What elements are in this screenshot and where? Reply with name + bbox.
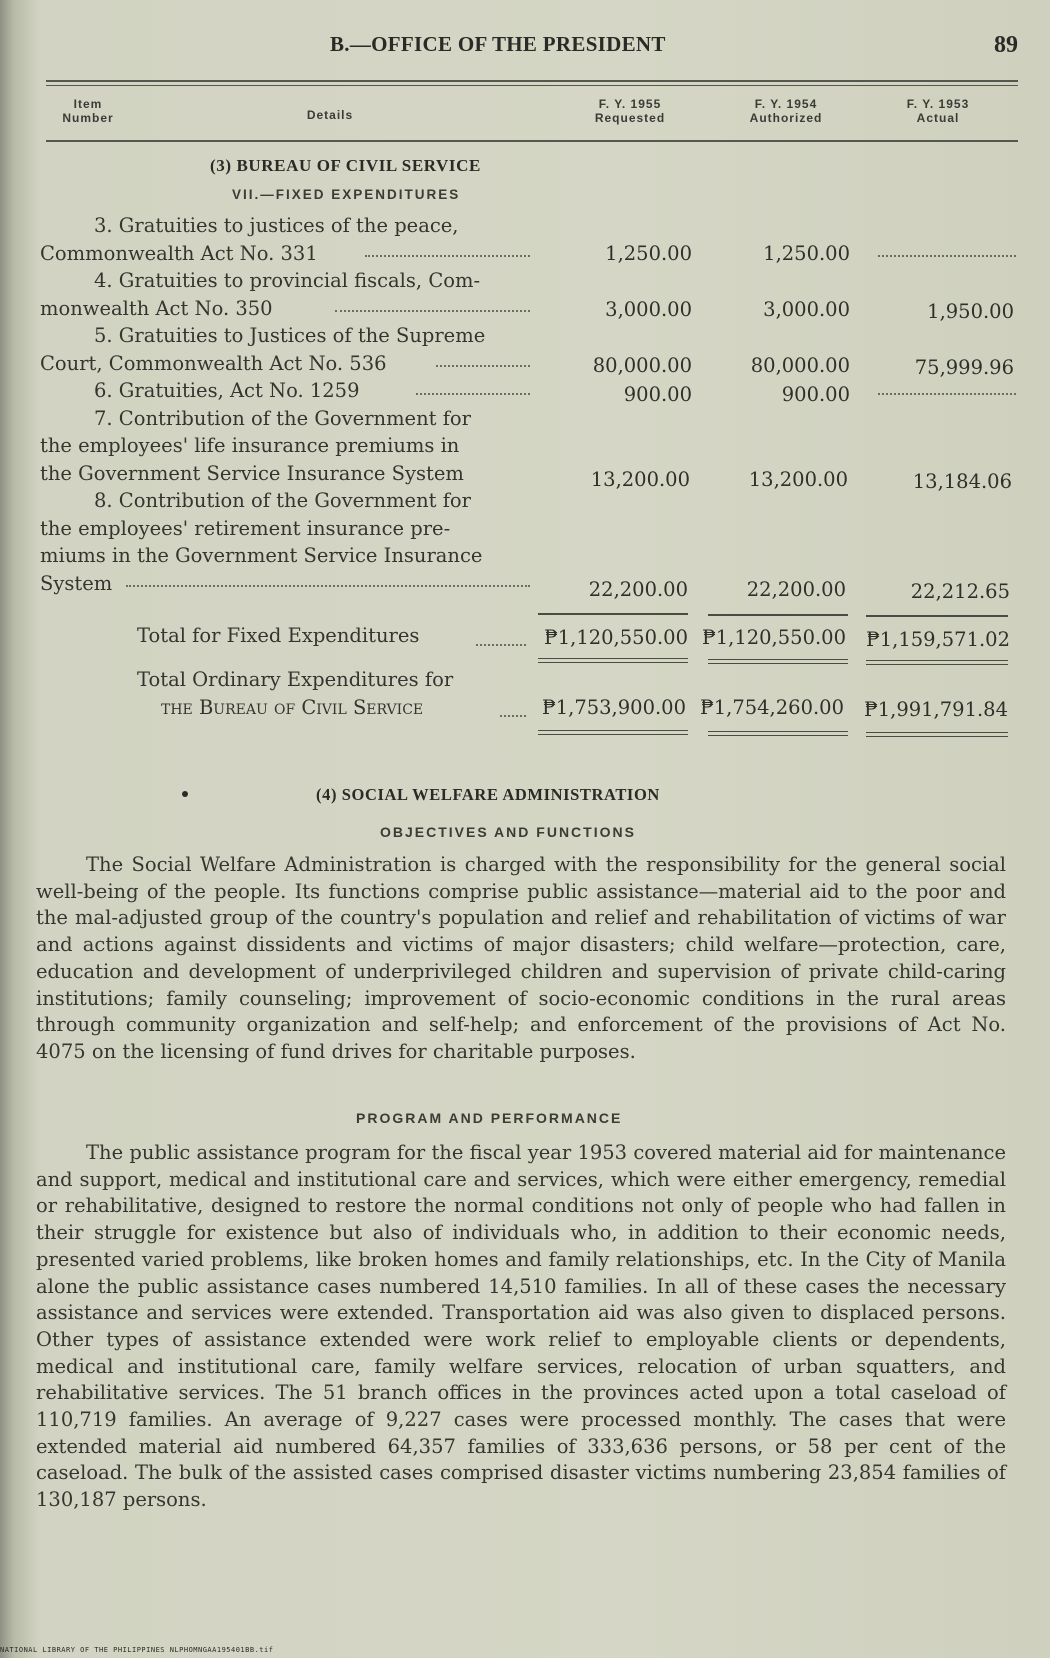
leader-dots bbox=[365, 255, 530, 257]
amount-item3-fy1955: 1,250.00 bbox=[605, 242, 692, 265]
double-rule bbox=[538, 662, 688, 663]
subhead-fixed-expenditures: VII.—FIXED EXPENDITURES bbox=[232, 187, 461, 202]
amount-item4-fy1955: 3,000.00 bbox=[605, 298, 692, 321]
item-8-line4: System bbox=[40, 571, 113, 595]
total-ordinary-fy1953: ₱1,991,791.84 bbox=[863, 698, 1008, 721]
item-7-line2: the employees' life insurance premiums in bbox=[40, 434, 460, 457]
objectives-paragraph-block bbox=[36, 852, 1006, 1066]
leader-dots bbox=[335, 310, 530, 312]
total-ordinary-label-2: the Bureau of Civil Service bbox=[161, 695, 424, 719]
objectives-paragraph: The Social Welfare Administration is charged with the responsibility for the general social well-being of the people. Its functions comprise public assistance—material aid to the poor and the mal-adjusted group of the country's population and relief and rehabilitation of victims of war and actions against dissidents and victims of major disasters; child welfare—protection, care, education and development of underprivileged children and supervision of private child-caring institutions; family counseling; improvement of socio-economic conditions in the rural areas through community organization and self-help; and enforcement of the provisions of Act No. 4075 on the licensing of fund drives for charitable purposes. bbox=[36, 853, 1006, 1063]
amount-item5-fy1953: 75,999.96 bbox=[914, 356, 1014, 379]
leader-dots bbox=[500, 715, 526, 717]
double-rule bbox=[538, 730, 688, 731]
item-8-line2: the employees' retirement insurance pre- bbox=[40, 516, 451, 540]
item-7-line3: the Government Service Insurance System bbox=[40, 461, 464, 485]
amount-item3-fy1954: 1,250.00 bbox=[763, 242, 850, 265]
double-rule bbox=[708, 735, 848, 736]
section-title-civil-service: (3) BUREAU OF CIVIL SERVICE bbox=[210, 156, 481, 175]
amount-item7-fy1953: 13,184.06 bbox=[912, 470, 1012, 493]
item-4-line1: 4. Gratuities to provincial fiscals, Com- bbox=[94, 269, 481, 292]
section-title-social-welfare: (4) SOCIAL WELFARE ADMINISTRATION bbox=[316, 785, 660, 804]
amount-item7-fy1955: 13,200.00 bbox=[590, 468, 690, 491]
expenditure-items bbox=[40, 212, 530, 597]
program-paragraph: The public assistance program for the fiscal year 1953 covered material aid for maintenance and support, medical and institutional care and services, which were either emergency, remedial or rehabilitative, designed to restore the normal conditions not only of people who had fallen in their struggle for existence but also of individuals who, in addition to their economic needs, presented varied problems, like broken homes and family relationships, etc. In the City of Manila alone the public assistance cases numbered 14,510 families. In all of these cases the necessary assistance and services were extended. Transportation aid was also given to displaced persons. Other types of assistance extended were work relief to employable clients or dependents, medical and institutional care, family welfare services, relocation of urban squatters, and rehabilitative services. The 51 branch offices in the provinces acted upon a total caseload of 110,719 families. An average of 9,227 cases were processed monthly. The cases that were extended material aid numbered 64,357 families of 333,636 persons, or 58 per cent of the caseload. The bulk of the assisted cases comprised disaster victims numbering 23,854 families of 130,187 persons. bbox=[36, 1141, 1006, 1512]
double-rule bbox=[866, 664, 1008, 665]
double-rule bbox=[866, 732, 1008, 733]
total-fixed-fy1954: ₱1,120,550.00 bbox=[701, 626, 846, 649]
item-8-line3: miums in the Government Service Insurance bbox=[40, 544, 483, 567]
total-ordinary-fy1955: ₱1,753,900.00 bbox=[541, 696, 686, 719]
double-rule bbox=[538, 658, 688, 659]
item-5-line2: Court, Commonwealth Act No. 536 bbox=[40, 351, 387, 375]
header-rule-top bbox=[46, 80, 1018, 82]
item-8-line1: 8. Contribution of the Government for bbox=[94, 489, 471, 512]
scan-footer: NATIONAL LIBRARY OF THE PHILIPPINES NLPHOMNGAA195401BB.tif bbox=[0, 1646, 274, 1654]
running-head bbox=[0, 32, 1050, 62]
double-rule bbox=[538, 734, 688, 735]
amount-item8-fy1955: 22,200.00 bbox=[588, 578, 688, 601]
leader-dots bbox=[878, 255, 1016, 257]
amount-item4-fy1953: 1,950.00 bbox=[927, 300, 1014, 323]
double-rule bbox=[708, 659, 848, 660]
leader-dots bbox=[416, 393, 530, 395]
double-rule bbox=[708, 731, 848, 732]
item-3-line2: Commonwealth Act No. 331 bbox=[40, 241, 318, 265]
double-rule bbox=[866, 660, 1008, 661]
program-paragraph-block bbox=[36, 1140, 1006, 1514]
header-rule-top-2 bbox=[46, 85, 1018, 86]
amount-item7-fy1954: 13,200.00 bbox=[748, 468, 848, 491]
col-item-number: Item Number bbox=[62, 97, 114, 125]
leader-dots bbox=[476, 644, 526, 646]
double-rule bbox=[708, 663, 848, 664]
bullet-mark bbox=[182, 791, 188, 797]
col-fy1954: F. Y. 1954 Authorized bbox=[749, 97, 823, 125]
program-heading: PROGRAM AND PERFORMANCE bbox=[356, 1110, 623, 1126]
leader-dots bbox=[878, 393, 1016, 395]
total-rule bbox=[708, 614, 848, 616]
amount-item6-fy1954: 900.00 bbox=[781, 383, 850, 406]
header-rule-bottom bbox=[46, 140, 1018, 142]
page-number: 89 bbox=[994, 32, 1018, 58]
total-rule bbox=[866, 615, 1008, 617]
total-ordinary-label-1: Total Ordinary Expenditures for bbox=[137, 668, 454, 691]
item-3-line1: 3. Gratuities to justices of the peace, bbox=[94, 214, 459, 237]
item-5-line1: 5. Gratuities to Justices of the Supreme bbox=[94, 324, 486, 347]
item-4-line2: monwealth Act No. 350 bbox=[40, 296, 273, 320]
objectives-heading: OBJECTIVES AND FUNCTIONS bbox=[380, 824, 636, 840]
col-details: Details bbox=[306, 108, 354, 122]
item-7-line1: 7. Contribution of the Government for bbox=[94, 406, 471, 430]
amount-item4-fy1954: 3,000.00 bbox=[763, 298, 850, 321]
amount-item8-fy1954: 22,200.00 bbox=[746, 578, 846, 601]
col-fy1955: F. Y. 1955 Requested bbox=[594, 97, 666, 125]
leader-dots bbox=[436, 365, 530, 367]
amount-item5-fy1955: 80,000.00 bbox=[592, 354, 692, 377]
amount-item5-fy1954: 80,000.00 bbox=[750, 354, 850, 377]
col-fy1953: F. Y. 1953 Actual bbox=[906, 97, 970, 125]
double-rule bbox=[866, 736, 1008, 737]
total-ordinary-fy1954: ₱1,754,260.00 bbox=[699, 696, 844, 719]
page-title: B.—OFFICE OF THE PRESIDENT bbox=[330, 32, 666, 56]
total-fixed-fy1953: ₱1,159,571.02 bbox=[865, 628, 1010, 651]
total-ordinary-label-block bbox=[137, 666, 537, 721]
total-rule bbox=[538, 613, 688, 615]
amount-item8-fy1953: 22,212.65 bbox=[910, 580, 1010, 603]
total-fixed-fy1955: ₱1,120,550.00 bbox=[543, 626, 688, 649]
leader-dots bbox=[126, 585, 530, 587]
total-fixed-label: Total for Fixed Expenditures bbox=[137, 624, 420, 647]
amount-item6-fy1955: 900.00 bbox=[623, 383, 692, 406]
item-6-line1: 6. Gratuities, Act No. 1259 bbox=[94, 379, 360, 402]
